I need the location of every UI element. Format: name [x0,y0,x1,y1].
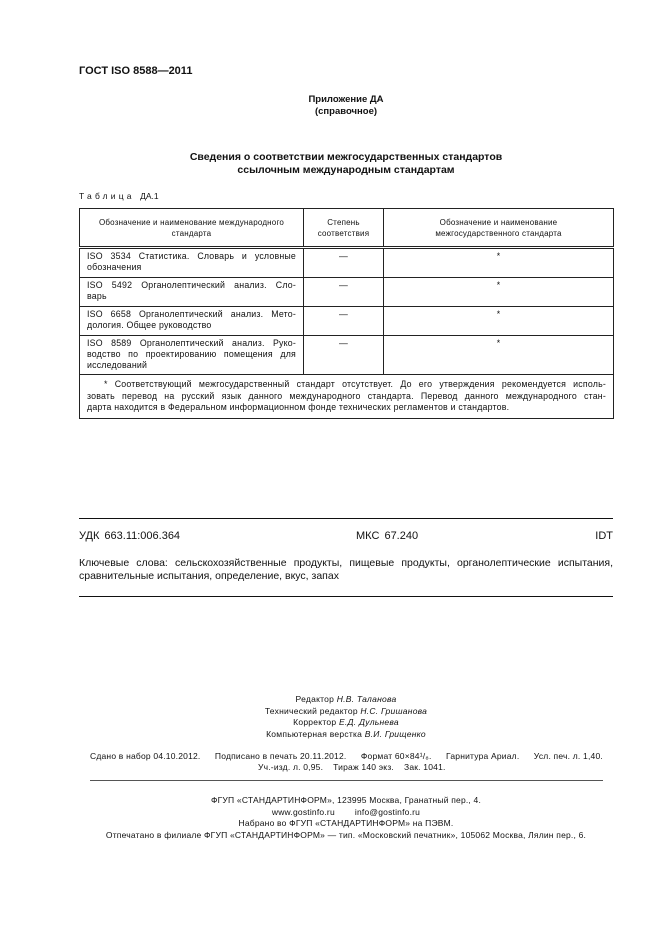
cell-degree: — [304,307,384,336]
annex-note: (справочное) [314,106,378,117]
table-footnote [80,375,614,419]
publisher-email: info@gostinfo.ru [354,806,421,817]
cell-designation [80,336,304,375]
mks-code: МКС 67.240 [356,530,419,542]
cell-interstate: * [384,307,614,336]
credit-line [79,729,613,741]
imprint-print-date: Подписано в печать 20.11.2012. [214,751,347,761]
top-divider [79,518,613,519]
imprint-format: Формат 60×84¹/₈. [360,751,432,761]
table-caption-word: Таблица [79,191,135,201]
header-interstate-standard [384,209,614,248]
document-code: ГОСТ ISO 8588—2011 [79,65,193,77]
header-line: Обозначение и наименование [439,217,558,227]
publisher-address: ФГУП «СТАНДАРТИНФОРМ», 123995 Москва, Гранатный пер., 4. [210,795,482,805]
publisher-info [79,795,613,841]
footnote-line: * Соответствующий межгосударственный стандарт отсутствует. До его утверждения рекомендуется исполь- [104,379,606,389]
keywords-line: сравнительные испытания, определение, вкус, запах [79,570,339,582]
credit-name: Н.С. Гришанова [360,705,428,716]
cell-interstate: * [384,278,614,307]
imprint-publisher-sheets: Уч.-изд. л. 0,95. [258,762,324,772]
cell-designation [80,278,304,307]
imprint-print-sheets: Усл. печ. л. 1,40. [533,751,603,761]
cell-line: варь [87,291,107,301]
table-row [80,336,614,375]
annex-heading [79,94,613,118]
publisher-printed: Отпечатано в филиале ФГУП «СТАНДАРТИНФОРМ» — тип. «Московский печатник», 105062 Москва, Лялин пер., 6. [105,829,587,840]
cell-designation [80,307,304,336]
keywords [79,557,613,583]
header-line: Обозначение и наименование международного [98,217,285,227]
table-row [80,248,614,278]
section-title-line: Сведения о соответствии межгосударственных стандартов [189,151,503,163]
credits [79,694,613,741]
imprint-order: Зак. 1041. [403,762,446,772]
cell-line: исследований [87,360,148,370]
cell-line: ISO 8589 Органолептический анализ. Руко- [87,338,296,348]
cell-interstate: * [384,336,614,375]
correspondence-table [79,208,614,419]
cell-line: водство по проектированию помещения для [87,349,296,359]
udk-code: УДК 663.11:006.364 [79,530,181,542]
cell-line: ISO 5492 Органолептический анализ. Сло- [87,280,296,290]
annex-title: Приложение ДА [308,94,384,105]
header-line: Степень [327,217,360,227]
cell-degree: — [304,278,384,307]
cell-line: ISO 6658 Органолептический анализ. Мето- [87,309,296,319]
credit-name: Е.Д. Дульнева [338,717,399,728]
imprint-line-2 [258,762,446,773]
imprint-typeface: Гарнитура Ариал. [446,751,520,761]
credit-role: Корректор [293,717,337,728]
credit-name: Н.В. Таланова [336,694,397,704]
publisher-website: www.gostinfo.ru [271,806,335,817]
header-line: стандарта [171,228,212,238]
cell-designation [80,248,304,278]
publisher-typeset: Набрано во ФГУП «СТАНДАРТИНФОРМ» на ПЭВМ. [238,818,454,828]
credit-role: Редактор [295,694,335,704]
section-title [79,151,613,177]
cell-line: ISO 3534 Статистика. Словарь и условные [87,251,296,261]
keywords-line: Ключевые слова: сельскохозяйственные продукты, пищевые продукты, органолептические испытания, [79,557,613,569]
imprint-divider [90,780,603,781]
table-row [80,307,614,336]
header-international-standard [80,209,304,248]
imprint-circulation: Тираж 140 экз. [333,762,394,772]
cell-degree: — [304,248,384,278]
table-caption [79,191,159,202]
cell-interstate: * [384,248,614,278]
footnote-line: дарта находится в Федеральном информационном фонде технических регламентов и стандартов. [87,402,510,412]
cell-degree: — [304,336,384,375]
cell-line: дология. Общее руководство [87,320,212,330]
table-header-row [80,209,614,248]
cell-line: обозначения [87,262,142,272]
imprint-line-1 [90,751,603,762]
bottom-divider [79,596,613,597]
credit-line [79,717,613,729]
header-line: межгосударственного стандарта [435,228,562,238]
table-row [80,278,614,307]
credit-name: В.И. Грищенко [364,729,426,740]
credit-line [79,694,613,706]
section-title-line: ссылочным международным стандартам [237,164,455,176]
conformity-code: IDT [595,530,613,542]
footnote-line: зовать перевод на русский язык данного международного стандарта. Перевод данного международного стан- [87,390,606,401]
credit-line [79,706,613,718]
header-line: соответствия [317,228,370,238]
table-footnote-row [80,375,614,419]
publisher-contacts [79,807,613,819]
imprint-typeset-date: Сдано в набор 04.10.2012. [90,751,201,761]
credit-role: Компьютерная верстка [266,729,363,740]
credit-role: Технический редактор [264,705,358,716]
table-caption-id: ДА.1 [140,191,159,201]
header-degree-of-conformity [304,209,384,248]
